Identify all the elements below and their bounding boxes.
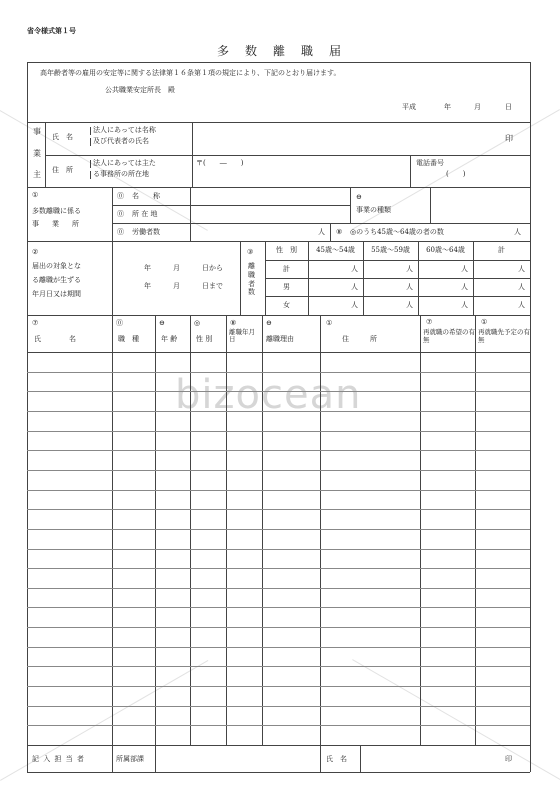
date-year: 年 — [444, 103, 451, 111]
address-note-2: る事務所の所在地 — [90, 171, 149, 179]
counts-cell: 人 — [461, 283, 468, 291]
list-h-planned: 再就職先予定の有無 — [478, 328, 530, 344]
list-h-name-num: ⑦ — [32, 319, 39, 327]
establishment-num: ① — [32, 191, 39, 199]
list-row-line — [27, 470, 530, 471]
list-row-line — [27, 529, 530, 530]
establishment-label-2: 事 業 所 — [32, 220, 82, 228]
counts-header-55-59: 55歳～59歳 — [371, 246, 410, 254]
list-row-line — [27, 706, 530, 707]
counts-cell: 人 — [406, 283, 413, 291]
list-h-rehire: 再就職の希望の有無 — [423, 328, 475, 344]
footer-name-label: 氏 名 — [326, 755, 347, 763]
watermark-line — [352, 659, 560, 780]
date-day: 日 — [505, 103, 512, 111]
period-to-year: 年 — [144, 282, 151, 290]
page-title: 多 数 離 職 届 — [216, 44, 343, 58]
list-row-line — [27, 666, 530, 667]
period-label-1: 届出の対象とな — [32, 262, 81, 270]
est-name-label: 名 称 — [132, 192, 160, 200]
counts-row-total-label: 計 — [283, 265, 290, 273]
est-workers-num: ⓪ — [117, 228, 124, 236]
list-row-line — [27, 647, 530, 648]
footer-seal: 印 — [505, 755, 512, 763]
employer-side-3: 主 — [33, 170, 41, 179]
list-row-line — [27, 686, 530, 687]
list-h-job-num: ⓪ — [116, 319, 123, 327]
est-aged-unit: 人 — [514, 228, 521, 236]
industry-num: ⊖ — [356, 193, 362, 201]
est-aged-label: ◎のうち45歳～64歳の者の数 — [350, 228, 444, 236]
list-row-line — [27, 490, 530, 491]
est-loc-label: 所 在 地 — [132, 210, 158, 218]
period-to-day: 日まで — [202, 282, 223, 290]
counts-header-60-64: 60歳～64歳 — [426, 246, 465, 254]
employer-side-2: 業 — [33, 149, 41, 158]
establishment-label-1: 多数離職に係る — [32, 207, 81, 215]
counts-cell: 人 — [518, 265, 525, 273]
list-row-line — [27, 431, 530, 432]
addressee: 公共職業安定所長 殿 — [105, 86, 175, 94]
period-from-month: 月 — [173, 264, 180, 272]
counts-cell: 人 — [351, 301, 358, 309]
counts-cell: 人 — [518, 301, 525, 309]
list-row-line — [27, 607, 530, 608]
phone-label: 電話番号 — [416, 159, 444, 167]
list-h-age-num: ⊖ — [159, 319, 165, 327]
est-workers-label: 労働者数 — [132, 228, 160, 236]
est-loc-num: ⓪ — [117, 210, 124, 218]
list-row-line — [27, 372, 530, 373]
counts-header-gender: 性 別 — [276, 246, 297, 254]
list-h-gender-num: ◎ — [194, 319, 201, 327]
list-h-reason: 離職理由 — [266, 335, 294, 343]
list-h-date: 離職年月日 — [229, 328, 255, 344]
postal-code: 〒( ― ) — [196, 159, 244, 167]
list-h-job: 職 種 — [118, 335, 139, 343]
est-name-num: ⓪ — [117, 192, 124, 200]
counts-header-45-54: 45歳～54歳 — [316, 246, 355, 254]
list-h-name: 氏 名 — [34, 335, 76, 343]
est-aged-mark: ⑧ — [336, 228, 343, 236]
industry-label: 事業の種類 — [356, 206, 391, 214]
list-row-line — [27, 509, 530, 510]
est-workers-unit: 人 — [318, 228, 325, 236]
period-label-2: る離職が生ずる — [32, 276, 81, 284]
counts-cell: 人 — [461, 265, 468, 273]
counts-cell: 人 — [406, 265, 413, 273]
intro-text: 高年齢者等の雇用の安定等に関する法律第１６条第１項の規定により、下記のとおり届けます。 — [40, 69, 341, 77]
list-h-address-num: ① — [326, 319, 333, 327]
list-h-planned-num: ① — [481, 318, 488, 326]
counts-row-female-label: 女 — [283, 301, 290, 309]
list-row-line — [27, 627, 530, 628]
address-note-1: 法人にあっては主た — [90, 160, 156, 168]
counts-cell: 人 — [351, 265, 358, 273]
counts-num: ③ — [247, 248, 254, 256]
counts-cell: 人 — [518, 283, 525, 291]
counts-cell: 人 — [351, 283, 358, 291]
employer-side-1: 事 — [33, 127, 41, 136]
counts-cell: 人 — [461, 301, 468, 309]
period-from-day: 日から — [202, 264, 223, 272]
dept-label: 所属部課 — [116, 755, 144, 763]
counts-side-label: 離職者数 — [248, 262, 255, 297]
period-label-3: 年月日又は期間 — [32, 290, 81, 298]
name-note-2: 及び代表者の氏名 — [90, 138, 149, 146]
list-row-line — [27, 411, 530, 412]
list-h-reason-num: ⊖ — [266, 319, 272, 327]
list-row-line — [27, 568, 530, 569]
counts-row-male-label: 男 — [283, 283, 290, 291]
list-h-gender: 性 別 — [196, 335, 213, 343]
name-label: 氏 名 — [52, 133, 73, 141]
list-h-date-num: ⑧ — [230, 319, 237, 327]
watermark: bizocean — [175, 372, 362, 418]
recorder-label: 記 入 担 当 者 — [32, 755, 85, 763]
list-row-line — [27, 588, 530, 589]
date-era: 平成 — [402, 103, 416, 111]
period-to-month: 月 — [173, 282, 180, 290]
list-row-line — [27, 549, 530, 550]
period-from-year: 年 — [144, 264, 151, 272]
name-note-1: 法人にあっては名称 — [90, 127, 156, 135]
list-row-line — [27, 391, 530, 392]
counts-header-total: 計 — [498, 246, 505, 254]
counts-cell: 人 — [406, 301, 413, 309]
list-h-age: 年 齢 — [161, 335, 178, 343]
list-row-line — [27, 450, 530, 451]
employer-seal: 印 — [505, 134, 513, 143]
period-num: ② — [32, 248, 39, 256]
list-row-line — [27, 725, 530, 726]
phone-value: ( ) — [446, 170, 466, 178]
address-label: 住 所 — [52, 166, 73, 174]
date-month: 月 — [474, 103, 481, 111]
list-h-address: 住 所 — [342, 335, 377, 343]
list-h-rehire-num: ⑦ — [426, 318, 433, 326]
form-id: 省令様式第１号 — [27, 27, 76, 35]
